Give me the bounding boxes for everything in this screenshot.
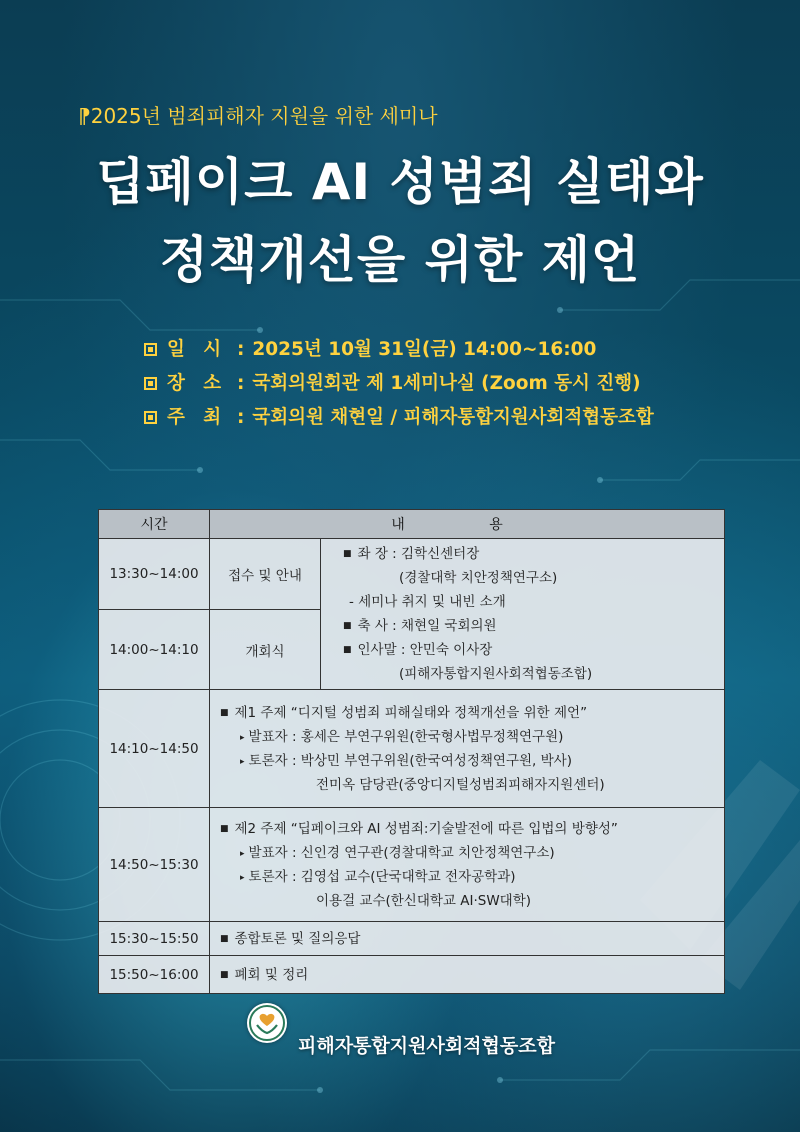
organization-name: 피해자통합지원사회적협동조합 [298, 1035, 555, 1057]
header-content: 내 용 [210, 510, 725, 539]
triangle-bullet-icon: ▸ [240, 848, 245, 859]
time-cell: 14:10~14:50 [99, 690, 210, 808]
table-header-row [99, 510, 725, 539]
table-row [99, 690, 725, 808]
seminar-subtitle: ⁋2025년 범죄피해자 지원을 위한 세미나 [78, 104, 438, 128]
closing-cell: ■ 폐회 및 정리 [210, 956, 725, 994]
session2-cell: ■ 제2 주제 “딥페이크와 AI 성범죄:기술발전에 따른 입법의 방향성” ▸ 발표자 : 신인경 연구관(경찰대학교 치안정책연구소) ▸ 토론자 : 김영섭 교수(단국대학교 전자공학과) 이용걸 교수(한신대학교 AI·SW대학) [210, 808, 725, 922]
square-bullet-icon: ■ [220, 969, 229, 980]
discussion-cell: ■ 종합토론 및 질의응답 [210, 922, 725, 956]
square-bullet-icon: ■ [220, 933, 229, 944]
header-time: 시간 [99, 510, 210, 539]
triangle-bullet-icon: ▸ [240, 756, 245, 767]
session1-cell: ■ 제1 주제 “디지털 성범죄 피해실태와 정책개선을 위한 제언” ▸ 발표자 : 홍세은 부연구위원(한국형사법무정책연구원) ▸ 토론자 : 박상민 부연구위원(한국여성정책연구원, 박사) 전미옥 담당관(중앙디지털성범죄피해자지원센터) [210, 690, 725, 808]
square-bullet-icon: ■ [220, 823, 229, 834]
opening-content-cell: ■ 좌 장 : 김학신센터장 (경찰대학 치안정책연구소) - 세미나 취지 및 내빈 소개 ■ 축 사 : 채현일 국회의원 ■ 인사말 : 안민숙 이사장 (피해자통합지원사회적협동조합) [321, 539, 725, 690]
triangle-bullet-icon: ▸ [240, 732, 245, 743]
table-row [99, 922, 725, 956]
square-bullet-icon: ■ [343, 549, 352, 559]
category-cell: 접수 및 안내 [210, 539, 321, 610]
time-cell: 15:30~15:50 [99, 922, 210, 956]
time-cell: 14:00~14:10 [99, 610, 210, 690]
triangle-bullet-icon: ▸ [240, 872, 245, 883]
square-bullet-icon [144, 377, 157, 390]
square-bullet-icon [144, 343, 157, 356]
square-bullet-icon: ■ [343, 645, 352, 655]
title-line-1: 딥페이크 AI 성범죄 실태와 [96, 153, 704, 211]
schedule-table [98, 509, 725, 994]
time-cell: 15:50~16:00 [99, 956, 210, 994]
square-bullet-icon [144, 411, 157, 424]
paragraph-mark-icon: ⁋ [78, 104, 91, 128]
time-cell: 14:50~15:30 [99, 808, 210, 922]
square-bullet-icon: ■ [343, 621, 352, 631]
time-cell: 13:30~14:00 [99, 539, 210, 610]
table-row [99, 808, 725, 922]
table-row [99, 956, 725, 994]
table-row [99, 539, 725, 610]
info-date: 일 시 : 2025년 10월 31일(금) 14:00~16:00 [144, 335, 596, 361]
square-bullet-icon: ■ [220, 707, 229, 718]
organization-logo-icon [247, 1003, 287, 1043]
info-host: 주 최 : 국회의원 채현일 / 피해자통합지원사회적협동조합 [144, 403, 654, 429]
hands-heart-icon [247, 1003, 287, 1043]
title-line-2: 정책개선을 위한 제언 [159, 231, 641, 289]
info-venue: 장 소 : 국회의원회관 제 1세미나실 (Zoom 동시 진행) [144, 369, 641, 395]
category-cell: 개회식 [210, 610, 321, 690]
